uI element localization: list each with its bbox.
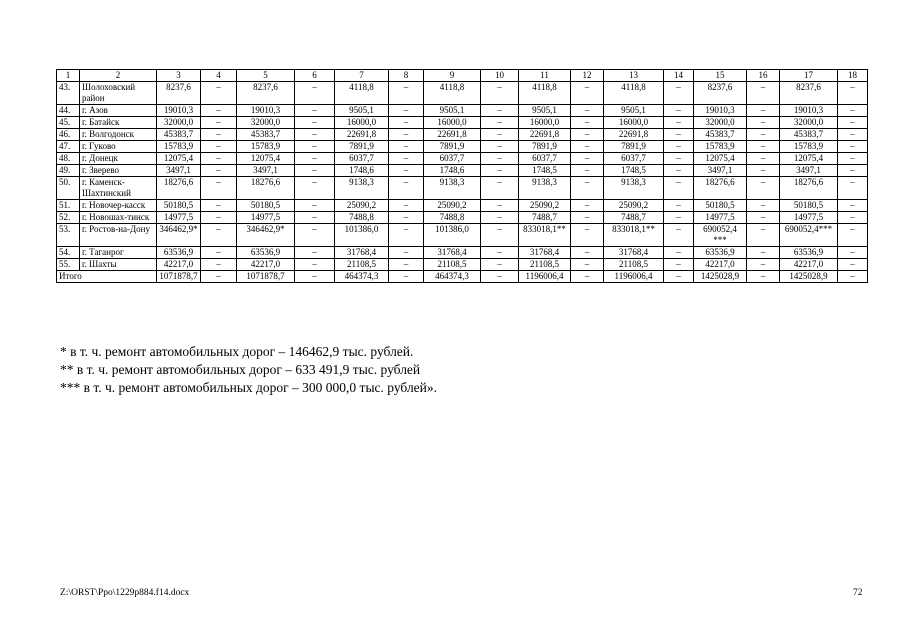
empty-cell: – [295, 212, 335, 224]
value-cell: 4118,8 [335, 82, 389, 105]
value-cell: 14977,5 [694, 212, 747, 224]
empty-cell: – [571, 117, 604, 129]
empty-cell: – [295, 247, 335, 259]
empty-cell: – [389, 117, 424, 129]
value-cell: 32000,0 [237, 117, 295, 129]
empty-cell: – [481, 129, 519, 141]
empty-cell: – [481, 82, 519, 105]
value-cell: 63536,9 [157, 247, 201, 259]
value-cell: 31768,4 [335, 247, 389, 259]
value-cell: 19010,3 [237, 105, 295, 117]
empty-cell: – [747, 271, 780, 283]
value-cell: 42217,0 [157, 259, 201, 271]
empty-cell: – [201, 117, 237, 129]
empty-cell: – [571, 82, 604, 105]
empty-cell: – [201, 141, 237, 153]
value-cell: 18276,6 [237, 177, 295, 200]
value-cell: 25090,2 [519, 200, 571, 212]
empty-cell: – [571, 165, 604, 177]
value-cell: 22691,8 [424, 129, 481, 141]
value-cell: 19010,3 [780, 105, 838, 117]
empty-cell: – [664, 247, 694, 259]
value-cell: 346462,9* [157, 224, 201, 247]
row-number-cell: 51. [57, 200, 80, 212]
table-row [57, 117, 868, 129]
empty-cell: – [747, 82, 780, 105]
value-cell: 32000,0 [780, 117, 838, 129]
empty-cell: – [481, 105, 519, 117]
column-header: 4 [201, 70, 237, 82]
value-cell: 7891,9 [335, 141, 389, 153]
value-cell: 9505,1 [335, 105, 389, 117]
empty-cell: – [664, 224, 694, 247]
value-cell: 3497,1 [237, 165, 295, 177]
value-cell: 690052,4*** [780, 224, 838, 247]
column-header: 11 [519, 70, 571, 82]
column-header: 14 [664, 70, 694, 82]
empty-cell: – [571, 153, 604, 165]
empty-cell: – [295, 129, 335, 141]
empty-cell: – [664, 141, 694, 153]
empty-cell: – [571, 177, 604, 200]
row-number-cell: 53. [57, 224, 80, 247]
value-cell: 25090,2 [604, 200, 664, 212]
empty-cell: – [838, 177, 868, 200]
empty-cell: – [747, 247, 780, 259]
empty-cell: – [201, 200, 237, 212]
value-cell: 16000,0 [519, 117, 571, 129]
column-header: 12 [571, 70, 604, 82]
empty-cell: – [571, 271, 604, 283]
empty-cell: – [201, 212, 237, 224]
table-row [57, 259, 868, 271]
value-cell: 9505,1 [604, 105, 664, 117]
value-cell: 6037,7 [604, 153, 664, 165]
empty-cell: – [664, 165, 694, 177]
value-cell: 16000,0 [424, 117, 481, 129]
value-cell: 7488,7 [519, 212, 571, 224]
empty-cell: – [747, 117, 780, 129]
empty-cell: – [838, 165, 868, 177]
table-row [57, 153, 868, 165]
municipality-cell: г. Донецк [80, 153, 157, 165]
empty-cell: – [389, 82, 424, 105]
empty-cell: – [838, 105, 868, 117]
value-cell: 14977,5 [237, 212, 295, 224]
value-cell: 21108,5 [424, 259, 481, 271]
municipality-cell: Шолоховский район [80, 82, 157, 105]
empty-cell: – [389, 153, 424, 165]
value-cell: 101386,0 [335, 224, 389, 247]
value-cell: 63536,9 [694, 247, 747, 259]
empty-cell: – [295, 117, 335, 129]
value-cell: 42217,0 [694, 259, 747, 271]
value-cell: 15783,9 [694, 141, 747, 153]
value-cell: 690052,4 *** [694, 224, 747, 247]
empty-cell: – [838, 141, 868, 153]
value-cell: 12075,4 [157, 153, 201, 165]
footnote-3: *** в т. ч. ремонт автомобильных дорог – 300 000,0 тыс. рублей». [60, 380, 438, 395]
value-cell: 9505,1 [519, 105, 571, 117]
row-number-cell: 46. [57, 129, 80, 141]
empty-cell: – [838, 129, 868, 141]
value-cell: 31768,4 [604, 247, 664, 259]
empty-cell: – [664, 200, 694, 212]
value-cell: 346462,9* [237, 224, 295, 247]
empty-cell: – [747, 224, 780, 247]
table-row [57, 247, 868, 259]
empty-cell: – [201, 224, 237, 247]
value-cell: 15783,9 [780, 141, 838, 153]
value-cell: 22691,8 [604, 129, 664, 141]
empty-cell: – [664, 82, 694, 105]
empty-cell: – [747, 105, 780, 117]
municipality-cell: г. Новошах-тинск [80, 212, 157, 224]
value-cell: 6037,7 [519, 153, 571, 165]
value-cell: 32000,0 [157, 117, 201, 129]
total-value-cell: 1196006,4 [519, 271, 571, 283]
value-cell: 9505,1 [424, 105, 481, 117]
value-cell: 4118,8 [424, 82, 481, 105]
value-cell: 19010,3 [157, 105, 201, 117]
value-cell: 50180,5 [157, 200, 201, 212]
total-value-cell: 1425028,9 [694, 271, 747, 283]
empty-cell: – [389, 224, 424, 247]
value-cell: 12075,4 [237, 153, 295, 165]
value-cell: 16000,0 [604, 117, 664, 129]
table-row [57, 212, 868, 224]
row-number-cell: 54. [57, 247, 80, 259]
empty-cell: – [481, 271, 519, 283]
empty-cell: – [747, 129, 780, 141]
empty-cell: – [389, 212, 424, 224]
value-cell: 4118,8 [519, 82, 571, 105]
row-number-cell: 44. [57, 105, 80, 117]
header-row [57, 70, 868, 82]
value-cell: 15783,9 [157, 141, 201, 153]
value-cell: 8237,6 [157, 82, 201, 105]
value-cell: 42217,0 [780, 259, 838, 271]
empty-cell: – [838, 153, 868, 165]
empty-cell: – [571, 212, 604, 224]
value-cell: 31768,4 [424, 247, 481, 259]
municipality-cell: г. Азов [80, 105, 157, 117]
row-number-cell: 52. [57, 212, 80, 224]
empty-cell: – [201, 129, 237, 141]
empty-cell: – [295, 105, 335, 117]
empty-cell: – [664, 129, 694, 141]
value-cell: 8237,6 [780, 82, 838, 105]
value-cell: 63536,9 [237, 247, 295, 259]
value-cell: 9138,3 [335, 177, 389, 200]
value-cell: 8237,6 [694, 82, 747, 105]
column-header: 3 [157, 70, 201, 82]
value-cell: 9138,3 [424, 177, 481, 200]
value-cell: 6037,7 [424, 153, 481, 165]
empty-cell: – [481, 200, 519, 212]
empty-cell: – [747, 141, 780, 153]
value-cell: 50180,5 [694, 200, 747, 212]
value-cell: 21108,5 [604, 259, 664, 271]
empty-cell: – [201, 247, 237, 259]
empty-cell: – [664, 177, 694, 200]
value-cell: 1748,5 [519, 165, 571, 177]
empty-cell: – [664, 105, 694, 117]
column-header: 15 [694, 70, 747, 82]
value-cell: 1748,6 [424, 165, 481, 177]
municipality-cell: г. Ростов-на-Дону [80, 224, 157, 247]
empty-cell: – [747, 200, 780, 212]
municipality-cell: г. Волгодонск [80, 129, 157, 141]
value-cell: 3497,1 [157, 165, 201, 177]
municipality-cell: г. Зверево [80, 165, 157, 177]
empty-cell: – [481, 212, 519, 224]
empty-cell: – [389, 259, 424, 271]
empty-cell: – [201, 271, 237, 283]
empty-cell: – [389, 247, 424, 259]
empty-cell: – [664, 212, 694, 224]
value-cell: 9138,3 [519, 177, 571, 200]
empty-cell: – [571, 224, 604, 247]
empty-cell: – [481, 117, 519, 129]
value-cell: 7488,7 [604, 212, 664, 224]
value-cell: 45383,7 [694, 129, 747, 141]
row-number-cell: 45. [57, 117, 80, 129]
value-cell: 21108,5 [519, 259, 571, 271]
empty-cell: – [481, 153, 519, 165]
row-number-cell: 49. [57, 165, 80, 177]
value-cell: 4118,8 [604, 82, 664, 105]
row-number-cell: 50. [57, 177, 80, 200]
empty-cell: – [295, 141, 335, 153]
table-row [57, 129, 868, 141]
total-value-cell: 1071878,7 [157, 271, 201, 283]
empty-cell: – [481, 259, 519, 271]
empty-cell: – [201, 82, 237, 105]
table-row [57, 105, 868, 117]
empty-cell: – [838, 212, 868, 224]
table-row [57, 141, 868, 153]
footnote-2: ** в т. ч. ремонт автомобильных дорог – 633 491,9 тыс. рублей [60, 362, 421, 377]
value-cell: 833018,1** [519, 224, 571, 247]
empty-cell: – [571, 141, 604, 153]
municipality-cell: г. Батайск [80, 117, 157, 129]
empty-cell: – [571, 247, 604, 259]
value-cell: 19010,3 [694, 105, 747, 117]
table-row [57, 165, 868, 177]
empty-cell: – [389, 105, 424, 117]
value-cell: 8237,6 [237, 82, 295, 105]
value-cell: 45383,7 [780, 129, 838, 141]
value-cell: 50180,5 [780, 200, 838, 212]
value-cell: 18276,6 [780, 177, 838, 200]
value-cell: 7891,9 [604, 141, 664, 153]
municipality-cell: г. Каменск-Шахтинский [80, 177, 157, 200]
value-cell: 25090,2 [335, 200, 389, 212]
empty-cell: – [571, 129, 604, 141]
file-path: Z:\ORST\Ppo\1229p884.f14.docx [60, 588, 190, 598]
empty-cell: – [295, 165, 335, 177]
value-cell: 7891,9 [424, 141, 481, 153]
column-header: 13 [604, 70, 664, 82]
total-value-cell: 1196006,4 [604, 271, 664, 283]
table-row [57, 82, 868, 105]
empty-cell: – [838, 82, 868, 105]
value-cell: 1748,6 [335, 165, 389, 177]
column-header: 17 [780, 70, 838, 82]
table-row [57, 177, 868, 200]
municipality-cell: г. Новочер-касск [80, 200, 157, 212]
empty-cell: – [481, 177, 519, 200]
footnote-1: * в т. ч. ремонт автомобильных дорог – 146462,9 тыс. рублей. [60, 344, 414, 359]
value-cell: 25090,2 [424, 200, 481, 212]
empty-cell: – [481, 141, 519, 153]
empty-cell: – [664, 259, 694, 271]
value-cell: 7891,9 [519, 141, 571, 153]
column-header: 18 [838, 70, 868, 82]
empty-cell: – [838, 200, 868, 212]
value-cell: 16000,0 [335, 117, 389, 129]
column-header: 9 [424, 70, 481, 82]
empty-cell: – [747, 165, 780, 177]
empty-cell: – [481, 224, 519, 247]
value-cell: 1748,5 [604, 165, 664, 177]
empty-cell: – [747, 259, 780, 271]
total-row [57, 271, 868, 283]
empty-cell: – [295, 200, 335, 212]
empty-cell: – [295, 82, 335, 105]
empty-cell: – [295, 259, 335, 271]
empty-cell: – [201, 153, 237, 165]
value-cell: 22691,8 [335, 129, 389, 141]
column-header: 16 [747, 70, 780, 82]
table-row [57, 224, 868, 247]
value-cell: 45383,7 [237, 129, 295, 141]
empty-cell: – [201, 177, 237, 200]
column-header: 1 [57, 70, 80, 82]
value-cell: 63536,9 [780, 247, 838, 259]
empty-cell: – [838, 247, 868, 259]
empty-cell: – [747, 177, 780, 200]
empty-cell: – [295, 153, 335, 165]
total-value-cell: 1425028,9 [780, 271, 838, 283]
value-cell: 15783,9 [237, 141, 295, 153]
total-label: Итого [57, 271, 157, 283]
column-header: 2 [80, 70, 157, 82]
empty-cell: – [295, 271, 335, 283]
empty-cell: – [389, 141, 424, 153]
column-header: 8 [389, 70, 424, 82]
value-cell: 22691,8 [519, 129, 571, 141]
value-cell: 14977,5 [780, 212, 838, 224]
table-row [57, 200, 868, 212]
empty-cell: – [201, 165, 237, 177]
empty-cell: – [389, 129, 424, 141]
value-cell: 3497,1 [780, 165, 838, 177]
municipality-cell: г. Таганрог [80, 247, 157, 259]
empty-cell: – [571, 200, 604, 212]
empty-cell: – [201, 105, 237, 117]
empty-cell: – [838, 117, 868, 129]
row-number-cell: 55. [57, 259, 80, 271]
empty-cell: – [389, 200, 424, 212]
empty-cell: – [838, 224, 868, 247]
municipality-cell: г. Шахты [80, 259, 157, 271]
empty-cell: – [664, 117, 694, 129]
municipality-cell: г. Гуково [80, 141, 157, 153]
value-cell: 21108,5 [335, 259, 389, 271]
empty-cell: – [664, 271, 694, 283]
total-value-cell: 464374,3 [424, 271, 481, 283]
empty-cell: – [481, 165, 519, 177]
column-header: 5 [237, 70, 295, 82]
empty-cell: – [571, 105, 604, 117]
value-cell: 101386,0 [424, 224, 481, 247]
value-cell: 32000,0 [694, 117, 747, 129]
empty-cell: – [838, 271, 868, 283]
row-number-cell: 47. [57, 141, 80, 153]
footnotes [60, 343, 437, 397]
value-cell: 18276,6 [157, 177, 201, 200]
row-number-cell: 48. [57, 153, 80, 165]
page-number: 72 [853, 588, 863, 598]
value-cell: 9138,3 [604, 177, 664, 200]
empty-cell: – [389, 271, 424, 283]
total-value-cell: 464374,3 [335, 271, 389, 283]
value-cell: 14977,5 [157, 212, 201, 224]
empty-cell: – [747, 212, 780, 224]
value-cell: 42217,0 [237, 259, 295, 271]
value-cell: 3497,1 [694, 165, 747, 177]
budget-table [56, 69, 868, 283]
empty-cell: – [481, 247, 519, 259]
value-cell: 12075,4 [694, 153, 747, 165]
value-cell: 12075,4 [780, 153, 838, 165]
empty-cell: – [747, 153, 780, 165]
value-cell: 7488,8 [424, 212, 481, 224]
empty-cell: – [389, 177, 424, 200]
empty-cell: – [571, 259, 604, 271]
column-header: 6 [295, 70, 335, 82]
empty-cell: – [295, 177, 335, 200]
column-header: 7 [335, 70, 389, 82]
value-cell: 45383,7 [157, 129, 201, 141]
empty-cell: – [295, 224, 335, 247]
value-cell: 50180,5 [237, 200, 295, 212]
empty-cell: – [201, 259, 237, 271]
empty-cell: – [664, 153, 694, 165]
total-value-cell: 1071878,7 [237, 271, 295, 283]
value-cell: 31768,4 [519, 247, 571, 259]
value-cell: 6037,7 [335, 153, 389, 165]
empty-cell: – [389, 165, 424, 177]
row-number-cell: 43. [57, 82, 80, 105]
value-cell: 833018,1** [604, 224, 664, 247]
value-cell: 18276,6 [694, 177, 747, 200]
column-header: 10 [481, 70, 519, 82]
empty-cell: – [838, 259, 868, 271]
value-cell: 7488,8 [335, 212, 389, 224]
